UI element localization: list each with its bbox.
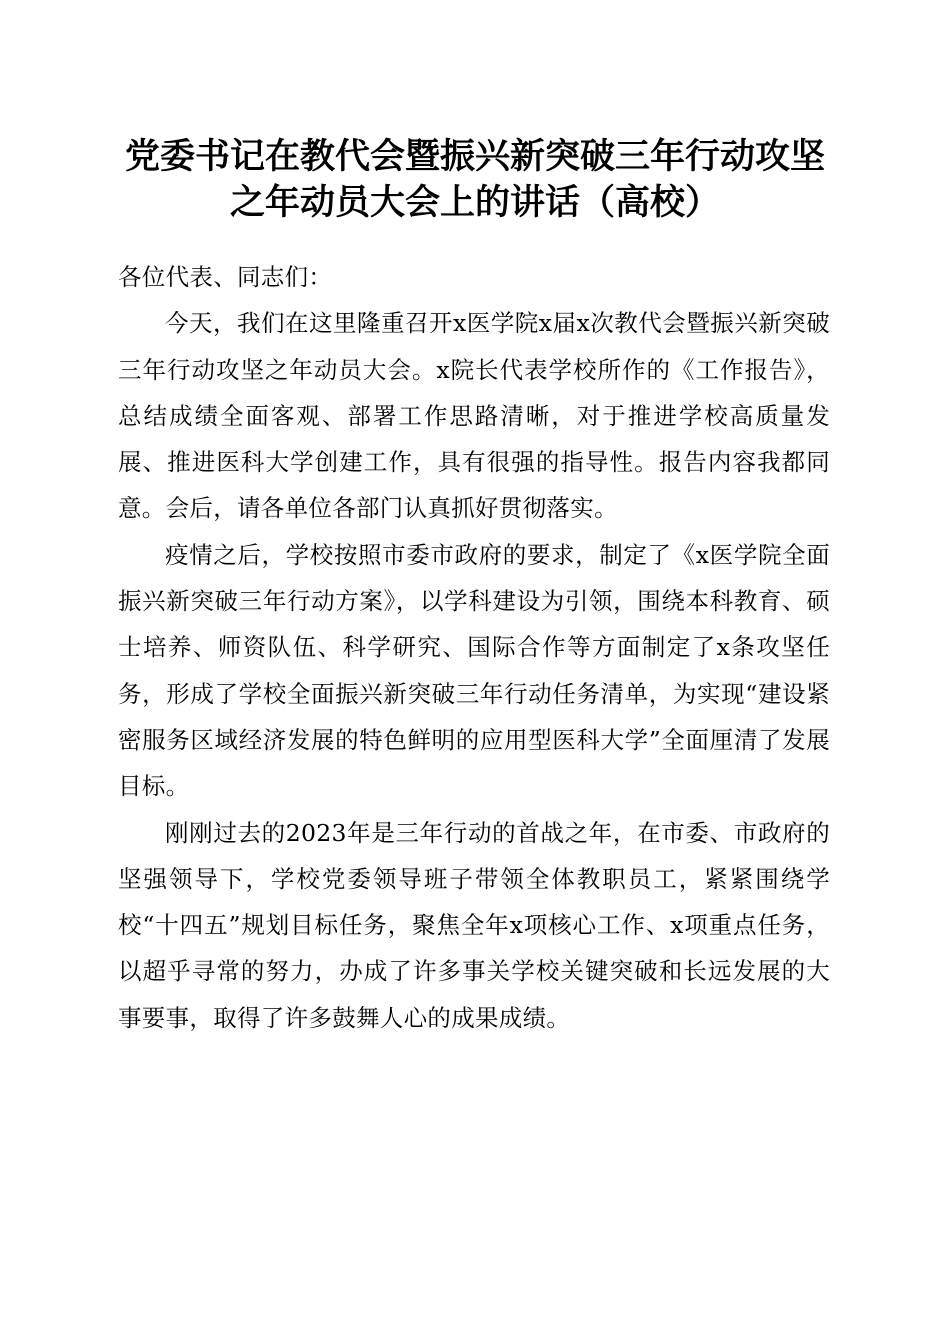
document-title (100, 134, 850, 226)
title-line-1: 党委书记在教代会暨振兴新突破三年行动攻坚 (124, 136, 825, 177)
paragraph-1: 今天，我们在这里隆重召开x医学院x届x次教代会暨振兴新突破三年行动攻坚之年动员大会。x院长代表学校所作的《工作报告》，总结成绩全面客观、部署工作思路清晰，对于推进学校高质量发展、推进医科大学创建工作，具有很强的指导性。报告内容我都同意。会后，请各单位各部门认真抓好贯彻落实。 (118, 309, 830, 523)
salutation: 各位代表、同志们： (118, 263, 333, 291)
paragraph-2: 疫情之后，学校按照市委市政府的要求，制定了《x医学院全面振兴新突破三年行动方案》，以学科建设为引领，围绕本科教育、硕士培养、师资队伍、科学研究、国际合作等方面制定了x条攻坚任务，形成了学校全面振兴新突破三年行动任务清单，为实现“建设紧密服务区域经济发展的特色鲜明的应用型医科大学”全面厘清了发展目标。 (118, 540, 830, 801)
title-line-2: 之年动员大会上的讲话（高校） (229, 182, 720, 223)
paragraph-3: 刚刚过去的2023年是三年行动的首战之年，在市委、市政府的坚强领导下，学校党委领导班子带领全体教职员工，紧紧围绕学校“十四五”规划目标任务，聚焦全年x项核心工作、x项重点任务，以超乎寻常的努力，办成了许多事关学校关键突破和长远发展的大事要事，取得了许多鼓舞人心的成果成绩。 (118, 818, 830, 1032)
document-body (118, 254, 830, 1041)
